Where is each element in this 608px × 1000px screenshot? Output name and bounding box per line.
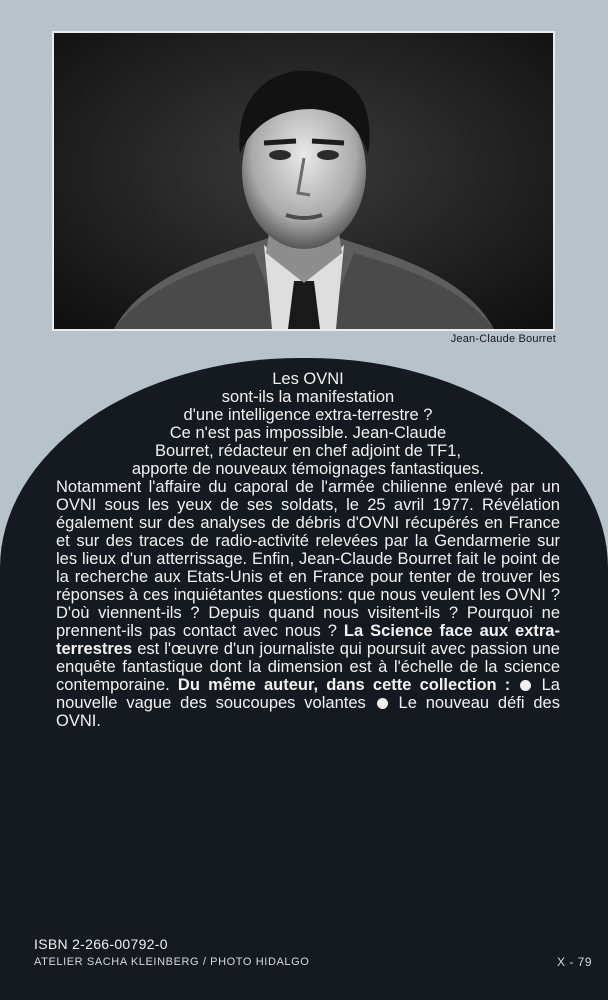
bullet-icon — [377, 698, 388, 709]
photo-caption: Jean-Claude Bourret — [450, 333, 556, 345]
blurb-line: Les OVNI — [272, 370, 344, 388]
cover-credits: ATELIER SACHA KLEINBERG / PHOTO HIDALGO — [34, 956, 310, 968]
author-portrait-image — [54, 33, 553, 329]
author-photo — [52, 31, 555, 331]
blurb-line: sont-ils la manifestation — [221, 388, 395, 406]
blurb-body-continued: est l'œuvre d'un journaliste qui poursuit avec passion une enquête fantastique dont la dimension est à l'échelle de la science contemporaine. — [56, 640, 560, 694]
blurb-line: apporte de nouveaux témoignages fantastiques. — [131, 460, 485, 478]
price-code: X - 79 — [556, 955, 592, 969]
same-author-heading: Du même auteur, dans cette collection : — [177, 676, 511, 694]
blurb-line: Bourret, rédacteur en chef adjoint de TF1, — [154, 442, 462, 460]
blurb-line: Ce n'est pas impossible. Jean-Claude — [169, 424, 447, 442]
blurb-body: Notamment l'affaire du caporal de l'armée chilienne enlevé par un OVNI sous les yeux de ses soldats, le 25 avril 1977. Révélation également sur des analyses de débris d'OVNI récupérés en France et sur des traces de radio-activité relevées par la Gendarmerie sur les lieux d'un atterrissage. Enfin, Jean-Claude Bourret fait le point de la recherche aux Etats-Unis et en France pour tenter de trouver les réponses à ces inquiétantes questions: que nous veulent les OVNI ? D'où viennent-ils ? Depuis quand nous visitent-ils ? Pourquoi ne prennent-ils pas contact avec nous ? — [56, 478, 560, 640]
blurb-line: d'une intelligence extra-terrestre ? — [183, 406, 433, 424]
back-cover-blurb — [56, 370, 560, 730]
bullet-icon — [520, 680, 531, 691]
other-title: Le nouveau défi des OVNI. — [56, 694, 560, 730]
book-title: La Science face aux extra-terrestres — [56, 622, 560, 658]
isbn: ISBN 2-266-00792-0 — [34, 936, 168, 952]
other-title: La nouvelle vague des soucoupes volantes — [56, 676, 560, 712]
